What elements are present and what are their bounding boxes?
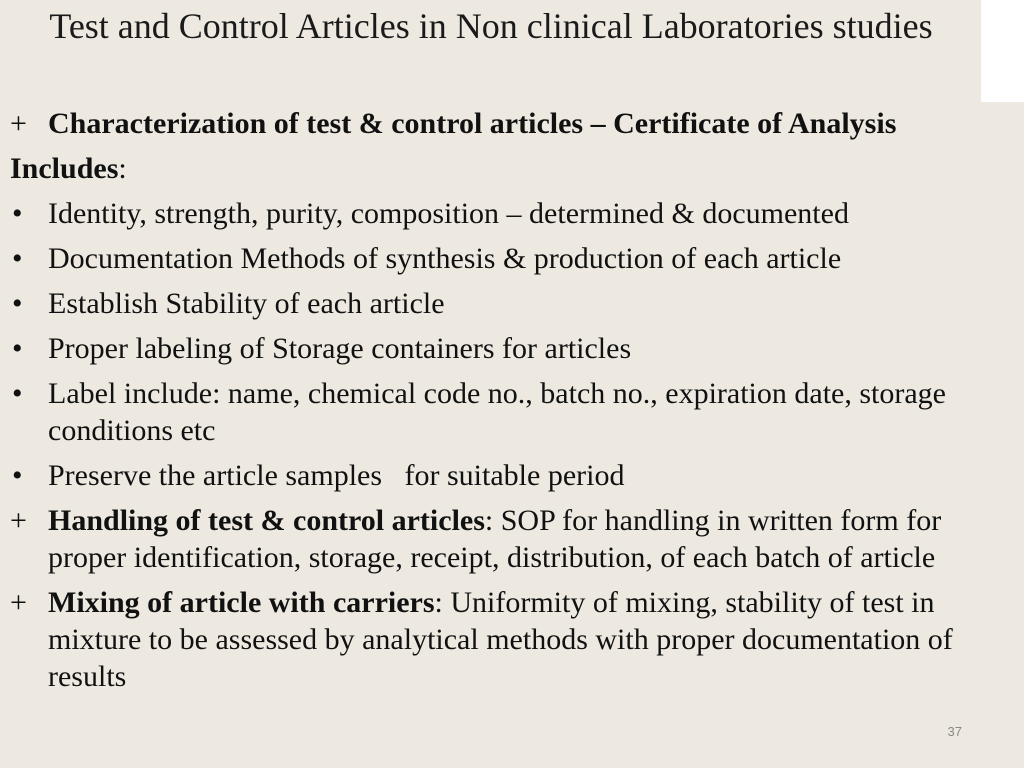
handling-item (10, 502, 1018, 576)
bullet-marker: • (12, 242, 23, 275)
bullet-item (10, 375, 1018, 449)
characterization-item (10, 105, 1018, 142)
bullet-item (10, 457, 1018, 494)
bullet-marker: • (12, 377, 23, 410)
bullet-text: Label include: name, chemical code no., batch no., expiration date, storage conditions etc (48, 377, 946, 447)
plus-marker: + (10, 107, 27, 140)
bullet-text: Preserve the article samples for suitable period (48, 459, 625, 492)
bullet-item (10, 240, 1018, 277)
bullet-text: Establish Stability of each article (48, 287, 445, 320)
bullet-text: Documentation Methods of synthesis & production of each article (48, 242, 842, 275)
bullet-marker: • (12, 459, 23, 492)
plus-marker: + (10, 586, 27, 619)
bullet-item (10, 330, 1018, 367)
bullet-text: Proper labeling of Storage containers for articles (48, 332, 632, 365)
slide-title: Test and Control Articles in Non clinical Laboratories studies (49, 6, 933, 46)
mixing-text: : Uniformity of mixing, stability of test in mixture to be assessed by analytical methods with proper documentation of results (48, 586, 953, 693)
bullet-item (10, 285, 1018, 322)
includes-suffix: : (118, 152, 127, 185)
mixing-heading: Mixing of article with carriers (48, 586, 435, 619)
handling-heading: Handling of test & control articles (48, 504, 485, 537)
corner-decoration (981, 0, 1024, 102)
characterization-heading: Characterization of test & control articles – Certificate of Analysis (48, 107, 897, 140)
bullet-text: Identity, strength, purity, composition – determined & documented (48, 197, 849, 230)
bullet-item (10, 195, 1018, 232)
slide-content (10, 105, 1018, 703)
includes-label (10, 150, 1018, 187)
mixing-item (10, 584, 1018, 695)
handling-text: : SOP for handling in written form for proper identification, storage, receipt, distribution, of each batch of article (48, 504, 942, 574)
bullet-marker: • (12, 287, 23, 320)
bullet-marker: • (12, 332, 23, 365)
plus-marker: + (10, 504, 27, 537)
includes-heading: Includes (10, 152, 119, 185)
bullet-marker: • (12, 197, 23, 230)
page-number: 37 (947, 724, 962, 739)
